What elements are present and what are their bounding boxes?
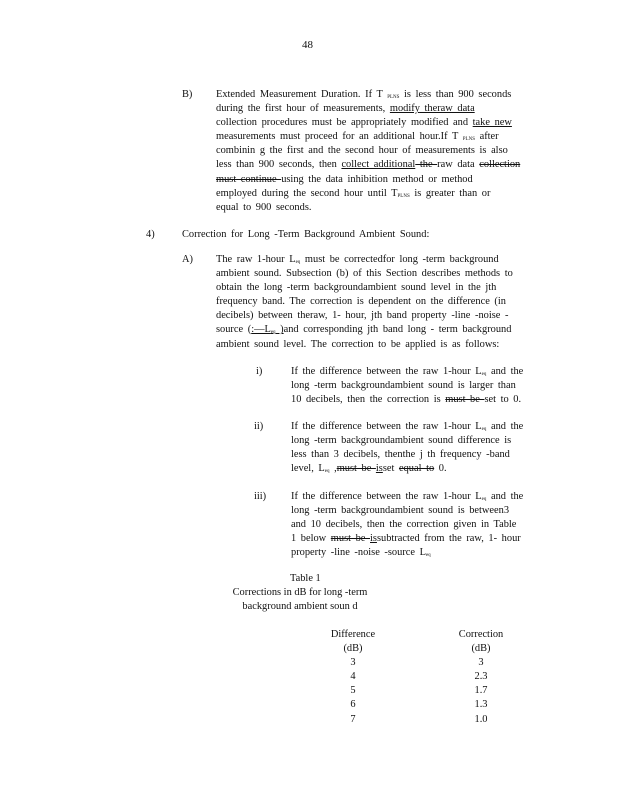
table-cell: 6 xyxy=(350,699,356,711)
text-line: 10 decibels, then the correction is must be set to 0. xyxy=(291,394,522,406)
table-column-difference xyxy=(318,628,388,727)
caption-line: background ambient soun d xyxy=(242,601,358,613)
text-line: less than 3 decibels, thenthe j th frequency -band xyxy=(291,449,510,461)
section-4-heading: Correction for Long -Term Background Ambient Sound: xyxy=(182,229,430,240)
text-line: ambient sound. Subsection (b) of this Section describes methods to xyxy=(216,268,513,280)
text-line: The raw 1-hour $L_{eq}$ must be correctedfor long -term background xyxy=(216,254,499,265)
text-line: decibels) between theraw, 1- hour, jth band property -line -noise - xyxy=(216,310,509,322)
text-line: employed during the second hour until $T_{PLNS}$ is greater than or xyxy=(216,187,491,199)
table-cell: 2.3 xyxy=(474,671,488,683)
item-ii-text xyxy=(291,420,523,476)
text-line: If the difference between the raw 1-hour $L_{eq}$ and the xyxy=(291,491,524,502)
table-cell: 5 xyxy=(350,685,356,697)
table-cell: 3 xyxy=(478,657,484,669)
table-cell: 3 xyxy=(350,657,356,669)
text-line: ambient sound level. The correction to be applied is as follows: xyxy=(216,338,500,350)
caption-line: Corrections in dB for long -term xyxy=(232,587,368,598)
text-line: 1 below must be issubtracted from the raw, 1- hour xyxy=(291,533,521,545)
text-line: and 10 decibels, then the correction given in Table xyxy=(291,519,517,531)
section-a-marker: A) xyxy=(182,254,193,265)
table-cell: 4 xyxy=(350,671,356,683)
text-line: long -term backgroundambient sound is larger than xyxy=(291,380,516,392)
text-line: If the difference between the raw 1-hour $L_{eq}$ and the xyxy=(291,421,524,432)
text-line: frequency band. The correction is dependent on the difference (in xyxy=(216,296,506,308)
text-line: long -term backgroundambient sound is between3 xyxy=(291,505,510,517)
table-cell: 1.7 xyxy=(474,685,488,697)
text-line: combinin g the first and the second hour of measurements is also xyxy=(216,145,508,157)
section-4-marker: 4) xyxy=(146,229,155,240)
item-i-marker: i) xyxy=(256,366,263,377)
text-line: collection procedures must be appropriately modified and take new xyxy=(216,117,512,129)
section-b-marker: B) xyxy=(182,89,193,100)
item-iii-text xyxy=(291,490,523,560)
section-b-paragraph xyxy=(216,88,520,215)
text-line: obtain the long -term backgroundambient sound level in the jth xyxy=(216,282,497,294)
column-header-unit: (dB) xyxy=(343,643,363,655)
text-line: must continue using the data inhibition method or method xyxy=(216,173,473,185)
text-line: property -line -noise -source $L_{eq}$ xyxy=(291,547,431,559)
page-number: 48 xyxy=(302,39,313,51)
text-line: equal to 900 seconds. xyxy=(216,201,312,213)
table-caption xyxy=(200,586,400,614)
table-column-correction xyxy=(442,628,520,727)
column-header: Difference xyxy=(330,629,376,640)
text-line: long -term backgroundambient sound difference is xyxy=(291,435,512,447)
column-header: Correction xyxy=(458,629,504,640)
text-line: during the first hour of measurements, modify theraw data xyxy=(216,103,475,115)
text-line: less than 900 seconds, then collect additional the raw data collection xyxy=(216,159,521,171)
text-line: source ($:—L_{eq}$ )and corresponding jth band long - term background xyxy=(216,324,512,336)
section-a-paragraph xyxy=(216,253,513,352)
column-header-unit: (dB) xyxy=(471,643,491,655)
text-line: Extended Measurement Duration. If T $_{PLNS}$ is less than 900 seconds xyxy=(216,89,512,100)
table-cell: 1.0 xyxy=(474,713,488,725)
item-i-text xyxy=(291,365,523,407)
text-line: measurements must proceed for an additional hour.If T $_{PLNS}$ after xyxy=(216,131,499,143)
text-line: level, $L_{eq}$ ,must be isset equal to 0. xyxy=(291,463,447,475)
item-ii-marker: ii) xyxy=(254,421,264,432)
item-iii-marker: iii) xyxy=(254,491,267,502)
table-title: Table 1 xyxy=(290,573,321,584)
table-cell: 1.3 xyxy=(474,699,488,711)
table-cell: 7 xyxy=(350,713,356,725)
text-line: If the difference between the raw 1-hour $L_{eq}$ and the xyxy=(291,366,524,377)
